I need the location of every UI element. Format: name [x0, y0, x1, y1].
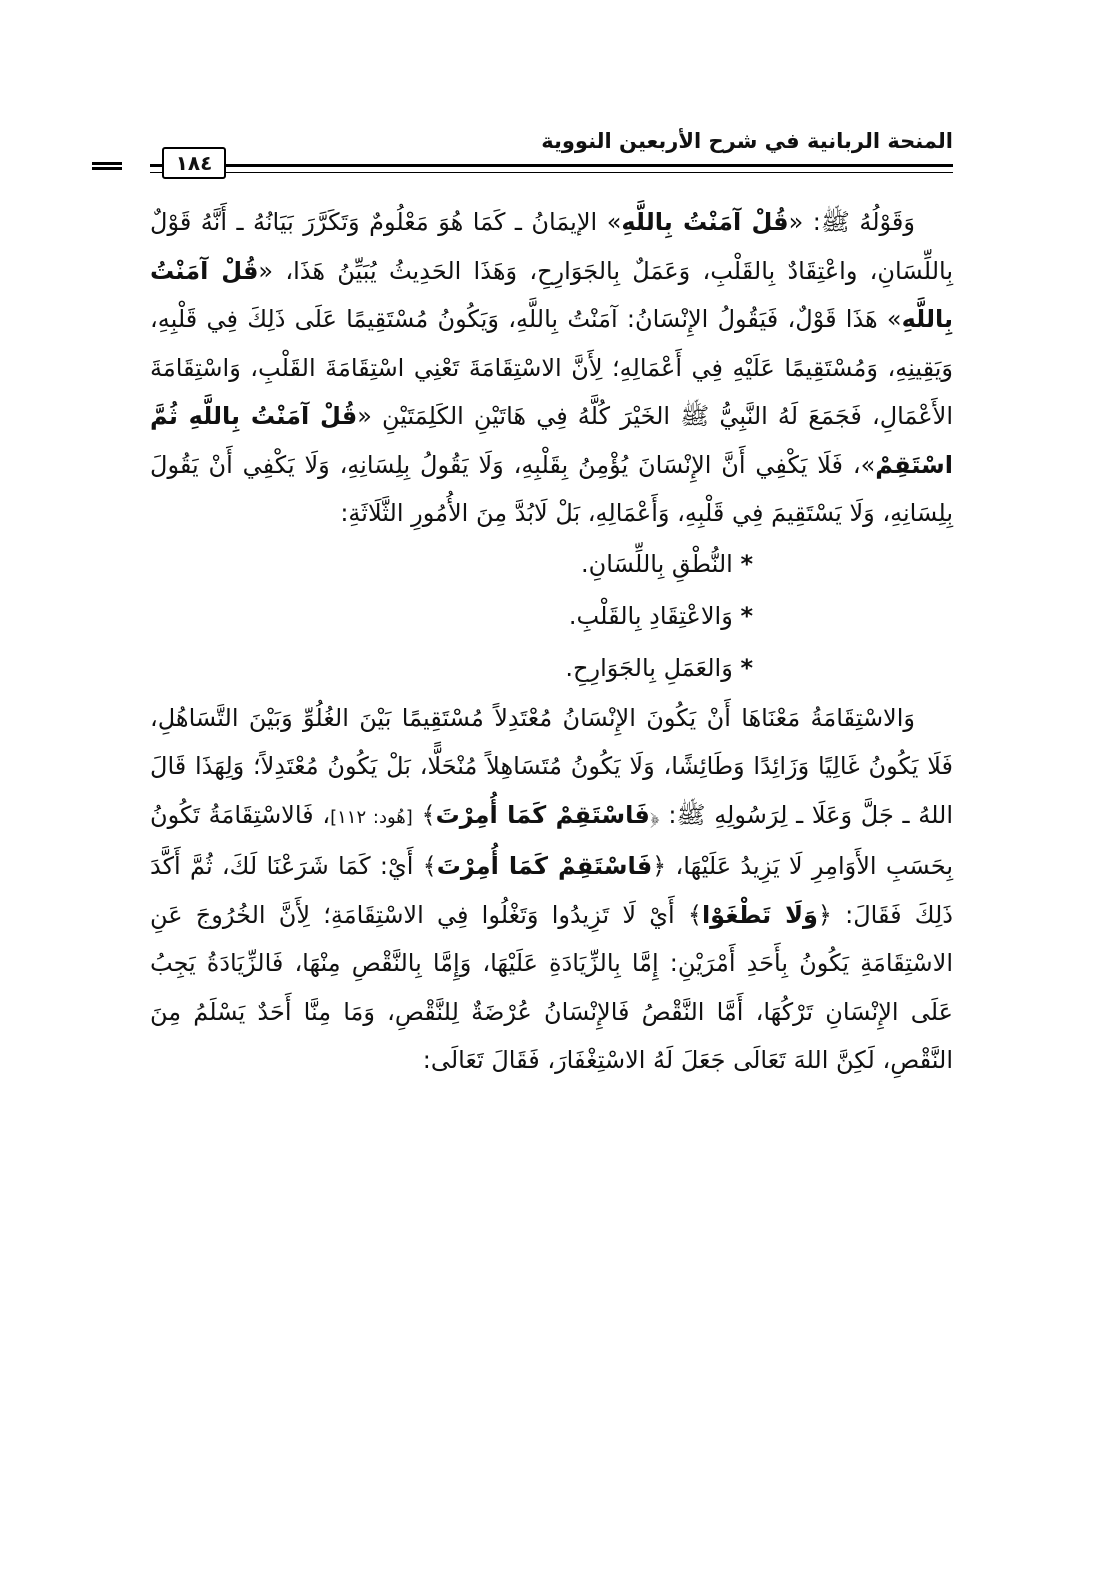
- paragraph-2-part-2: ﴾: [412, 800, 436, 829]
- quran-quote-1: فَاسْتَقِمْ كَمَا أُمِرْتَ: [435, 800, 650, 829]
- list-item: [150, 538, 953, 590]
- quran-citation: [هُود: ١١٢]: [330, 806, 413, 828]
- paragraph-1-part-3: » هَذَا قَوْلٌ، فَيَقُولُ الإِنْسَانُ: آمَنْتُ بِاللَّهِ، وَيَكُونُ مُسْتَقِيمًا عَلَى ذَلِكَ فِي قَلْبِهِ، وَيَقِينِهِ، وَمُسْتَقِيمًا عَلَيْهِ فِي أَعْمَالِهِ؛ لِأَنَّ الاسْتِقَامَةَ تَعْنِي اسْتِقَامَةَ القَلْبِ، وَاسْتِقَامَةَ الأَعْمَالِ، فَجَمَعَ لَهُ النَّبِيُّ ﷺ الخَيْرَ كُلَّهُ فِي هَاتَيْنِ الكَلِمَتَيْنِ «: [150, 305, 953, 430]
- paragraph-1: [150, 198, 953, 538]
- hadith-quote-1: قُلْ آمَنْتُ بِاللَّهِ: [621, 208, 789, 236]
- paragraph-2: [150, 694, 953, 1085]
- bullet-star: *: [740, 653, 753, 682]
- bullet-star: *: [740, 549, 753, 578]
- page-body: [150, 198, 953, 1085]
- book-title: المنحة الربانية في شرح الأربعين النووية: [541, 129, 953, 153]
- list-item-text: النُّطْقِ بِاللِّسَانِ.: [581, 549, 733, 578]
- header-dash: [92, 162, 122, 170]
- list-item: [150, 642, 953, 694]
- paragraph-2-part-1: وَالاسْتِقَامَةُ مَعْنَاهَا أَنْ يَكُونَ الإِنْسَانُ مُعْتَدِلاً مُسْتَقِيمًا بَيْنَ الغُلُوِّ وَبَيْنَ التَّسَاهُلِ، فَلَا يَكُونُ غَالِيًا وَزَائِدًا وَطَائِشًا، وَلَا يَكُونُ مُتَسَاهِلاً مُنْحَلًّا، بَلْ يَكُونُ مُعْتَدِلاً؛ وَلِهَذَا قَالَ اللهُ ـ جَلَّ وَعَلَا ـ لِرَسُولِهِ ﷺ: ﴿: [150, 703, 954, 829]
- quran-quote-2: فَاسْتَقِمْ كَمَا أُمِرْتَ: [436, 852, 653, 880]
- hadith-quote-3: قُلْ آمَنْتُ بِاللَّهِ ثُمَّ اسْتَقِمْ: [150, 402, 953, 479]
- list-item-text: وَالاعْتِقَادِ بِالقَلْبِ.: [568, 601, 733, 630]
- paragraph-2-part-4: ﴾ أَيْ: كَمَا شَرَعْنَا لَكَ، ثُمَّ أَكَّدَ ذَلِكَ فَقَالَ: ﴿: [150, 852, 953, 929]
- paragraph-1-part-1: وَقَوْلُهُ ﷺ: «: [788, 208, 915, 236]
- paragraph-1-part-2: » الإيمَانُ ـ كَمَا هُوَ مَعْلُومٌ وَتَكَرَّرَ بَيَانُهُ ـ أَنَّهُ قَوْلٌ بِاللِّسَانِ، واعْتِقَادٌ بِالقَلْبِ، وَعَمَلٌ بِالجَوَارِحِ، وَهَذَا الحَدِيثُ يُبَيِّنُ هَذَا، «: [150, 208, 954, 285]
- header-rule: [150, 164, 953, 173]
- list-item: [150, 590, 953, 642]
- quran-quote-3: وَلَا تَطْغَوْا: [701, 900, 818, 929]
- bullet-star: *: [740, 601, 753, 630]
- hadith-quote-2: قُلْ آمَنْتُ بِاللَّهِ: [150, 256, 953, 333]
- page-number: ١٨٤: [162, 147, 226, 179]
- page-header: [150, 126, 953, 186]
- paragraph-1-part-4: »، فَلَا يَكْفِي أَنَّ الإِنْسَانَ يُؤْمِنُ بِقَلْبِهِ، وَلَا يَقُولُ بِلِسَانِهِ، وَلَا يَكْفِي أَنْ يَقُولَ بِلِسَانِهِ، وَلَا يَسْتَقِيمَ فِي قَلْبِهِ، وَأَعْمَالِهِ، بَلْ لَابُدَّ مِنَ الأُمُورِ الثَّلَاثَةِ:: [150, 450, 953, 527]
- list-item-text: وَالعَمَلِ بِالجَوَارِحِ.: [565, 653, 733, 682]
- paragraph-2-part-3: ، فَالاسْتِقَامَةُ تَكُونُ بِحَسَبِ الأَوَامِرِ لَا يَزِيدُ عَلَيْهَا، ﴿: [150, 800, 953, 880]
- paragraph-2-part-5: ﴾ أَيْ لَا تَزِيدُوا وَتَغْلُوا فِي الاسْتِقَامَةِ؛ لِأَنَّ الخُرُوجَ عَنِ الاسْتِقَامَةِ يَكُونُ بِأَحَدِ أَمْرَيْنِ: إِمَّا بِالزِّيَادَةِ عَلَيْهَا، وَإِمَّا بِالنَّقْصِ مِنْهَا، فَالزِّيَادَةُ يَجِبُ عَلَى الإِنْسَانِ تَرْكُهَا، أَمَّا النَّقْصُ فَالإِنْسَانُ عُرْضَةٌ لِلنَّقْصِ، وَمَا مِنَّا أَحَدٌ يَسْلَمُ مِنَ النَّقْصِ، لَكِنَّ اللهَ تَعَالَى جَعَلَ لَهُ الاسْتِغْفَارَ، فَقَالَ تَعَالَى:: [150, 900, 953, 1074]
